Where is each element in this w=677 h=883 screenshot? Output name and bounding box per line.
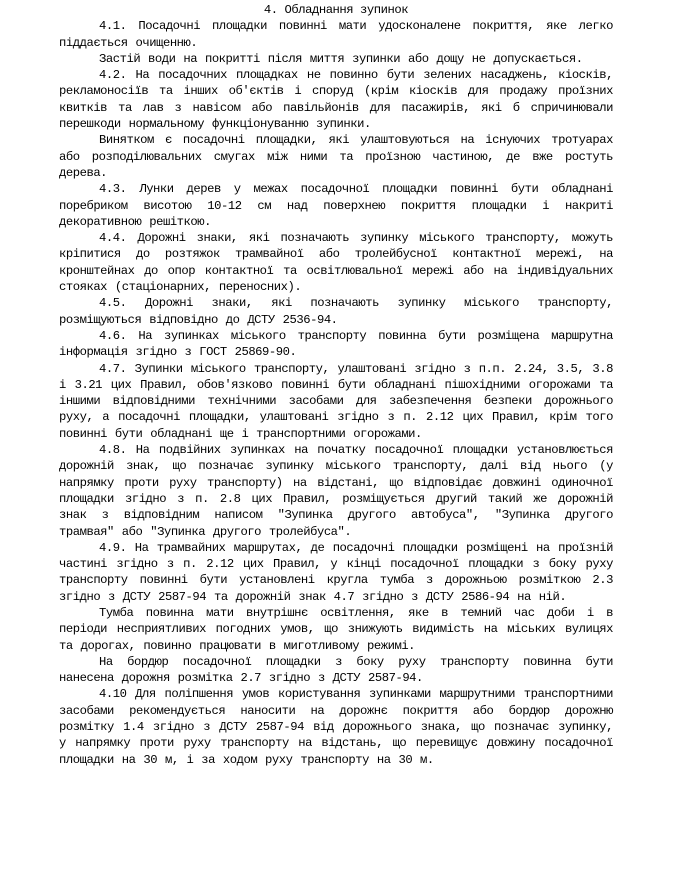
paragraph-4-1-water: Застій води на покритті після миття зупинки або дощу не допускається. xyxy=(99,51,583,66)
section-title: 4. Обладнання зупинок xyxy=(263,3,409,17)
paragraph-4-4: 4.4. Дорожні знаки, які позначають зупинку міського транспорту, можуть кріпитися до розтяжок трамвайної або тролейбусної контактної мережі, на кронштейнах до опор контактної та освітлювальної мережі або на індивідуальних стояках (стаціонарних, переносних). xyxy=(59,231,613,295)
paragraph-4-8: 4.8. На подвійних зупинках на початку посадочної площадки установлюється дорожній знак, що позначає зупинку міського транспорту, далі від нього (у напрямку проти руху транспорту) на відстані, що відповідає довжині одиночної площадки згідно з п. 2.8 цих Правил, розміщується другий такий же дорожній знак з відповідним написом "Зупинка другого автобуса", "Зупинка другого трамвая" або "Зупинка другого тролейбуса". xyxy=(59,443,613,539)
document-page xyxy=(59,2,613,768)
paragraph-4-9-marking: На бордюр посадочної площадки з боку руху транспорту повинна бути нанесена дорожня розмітка 2.7 згідно з ДСТУ 2587-94. xyxy=(59,654,613,686)
paragraph-4-2-exception: Винятком є посадочні площадки, які улаштовуються на існуючих тротуарах або розподілювальних смугах між ними та проїзною частиною, де вже ростуть дерева. xyxy=(59,133,613,180)
paragraph-4-3: 4.3. Лунки дерев у межах посадочної площадки повинні бути обладнані поребриком висотою 10-12 см над поверхнею покриття площадки і накриті декоративною решіткою. xyxy=(59,182,613,229)
paragraph-4-10: 4.10 Для поліпшення умов користування зупинками маршрутними транспортними засобами рекомендується наносити на дорожнє покриття або бордюр дорожню розмітку 1.4 згідно з ДСТУ 2587-94 від дорожнього знака, що позначає зупинку, у напрямку проти руху транспорту на відстань, що перевищує довжину посадочної площадки на 30 м, і за ходом руху транспорту на 30 м. xyxy=(59,687,613,767)
paragraph-4-1: 4.1. Посадочні площадки повинні мати удосконалене покриття, яке легко піддається очищенню. xyxy=(59,19,613,50)
paragraph-4-9: 4.9. На трамвайних маршрутах, де посадочні площадки розміщені на проїзній частині згідно з п. 2.12 цих Правил, у кінці посадочної площадки з боку руху транспорту повинні бути установлені кругла тумба з дорожньою розміткою 2.3 згідно з ДСТУ 2587-94 та дорожній знак 4.7 згідно з ДСТУ 2586-94 на ній. xyxy=(59,540,613,604)
paragraph-4-5: 4.5. Дорожні знаки, які позначають зупинку міського транспорту, розміщуються відповідно до ДСТУ 2536-94. xyxy=(59,296,613,327)
paragraph-4-7: 4.7. Зупинки міського транспорту, улаштовані згідно з п.п. 2.24, 3.5, 3.8 і 3.21 цих Правил, обов'язково повинні бути обладнані пішохідними огорожами та іншими відповідними технічними засобами для забезпечення безпеки дорожнього руху, а посадочні площадки, улаштовані згідно з п. 2.12 цих Правил, крім того повинні бути обладнані ще і транспортними огорожами. xyxy=(59,361,613,441)
paragraph-4-9-lighting: Тумба повинна мати внутрішнє освітлення, яке в темний час доби і в періоди несприятливих погодних умов, що знижують видимість на міських вулицях та дорогах, повинно працювати в миготливому режимі. xyxy=(59,605,613,653)
paragraph-4-6: 4.6. На зупинках міського транспорту повинна бути розміщена маршрутна інформація згідно з ГОСТ 25869-90. xyxy=(59,328,613,360)
paragraph-4-2: 4.2. На посадочних площадках не повинно бути зелених насаджень, кіосків, рекламоносіїв та інших об'єктів і споруд (крім кіосків для продажу проїзних квитків та лав з навісом або павільйонів для пасажирів, які б спричинювали перешкоди нормальному функціонуванню зупинки. xyxy=(59,68,613,132)
